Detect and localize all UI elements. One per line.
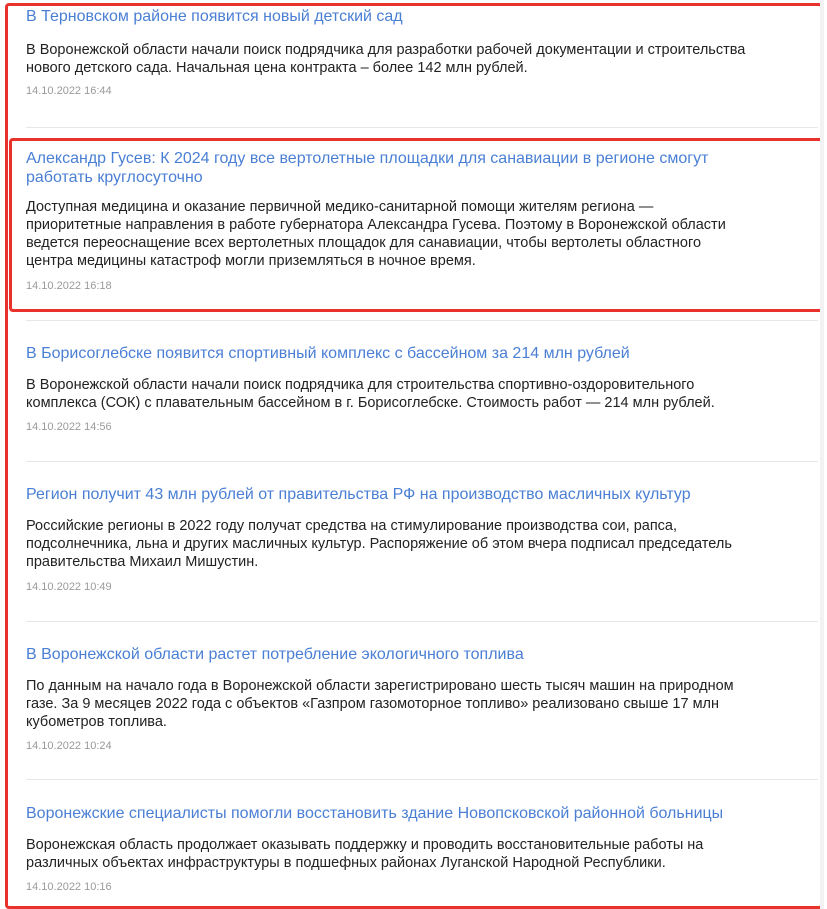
news-text-line: нового детского сада. Начальная цена контракта – более 142 млн рублей.: [26, 60, 528, 76]
news-text-line: По данным на начало года в Воронежской области зарегистрировано шесть тысяч машин на природном: [26, 678, 734, 694]
news-date: 14.10.2022 16:44: [26, 85, 112, 97]
news-title-link[interactable]: В Терновском районе появится новый детский сад: [26, 8, 403, 25]
news-text-line: В Воронежской области начали поиск подрядчика для разработки рабочей документации и строительства: [26, 42, 746, 58]
news-item: [26, 804, 821, 899]
news-title-link[interactable]: В Борисоглебске появится спортивный комплекс с бассейном за 214 млн рублей: [26, 345, 630, 362]
news-title-line[interactable]: Александр Гусев: К 2024 году все вертолетные площадки для санавиации в регионе смогут: [26, 150, 709, 167]
news-title-link[interactable]: [26, 149, 816, 187]
divider: [26, 127, 818, 128]
divider: [26, 320, 818, 321]
divider: [26, 621, 818, 622]
news-item: [26, 645, 821, 755]
news-item: [26, 344, 821, 439]
divider: [26, 461, 818, 462]
news-text-line: Российские регионы в 2022 году получат средства на стимулирование производства сои, рапса,: [26, 518, 678, 534]
news-text-line: правительства Михаил Мишустин.: [26, 554, 259, 570]
news-title-line[interactable]: работать круглосуточно: [26, 169, 203, 186]
news-date: 14.10.2022 10:16: [26, 881, 112, 893]
divider: [26, 779, 818, 780]
news-title-link[interactable]: Регион получит 43 млн рублей от правительства РФ на производство масличных культур: [26, 486, 691, 503]
news-text-line: Воронежская область продолжает оказывать поддержку и проводить восстановительные работы на: [26, 837, 704, 853]
news-text-line: комплекса (СОК) с плавательным бассейном в г. Борисоглебске. Стоимость работ — 214 млн рублей.: [26, 395, 715, 411]
news-date: 14.10.2022 16:18: [26, 280, 112, 292]
news-text-line: кубометров топлива.: [26, 714, 167, 730]
news-title-link[interactable]: В Воронежской области растет потребление экологичного топлива: [26, 646, 524, 663]
scrollbar-track[interactable]: [820, 0, 824, 909]
news-text-line: различных объектах инфраструктуры в подшефных районах Луганской Народной Республики.: [26, 855, 666, 871]
news-text-line: газе. За 9 месяцев 2022 года с объектов «Газпром газомоторное топливо» реализовано свыше 17 млн: [26, 696, 720, 712]
news-text-line: центра медицины катастроф могли приземляться в ночное время.: [26, 253, 476, 269]
highlight-box-outer: [5, 3, 823, 909]
news-text-line: приоритетные направления в работе губернатора Александра Гусева. Поэтому в Воронежской области: [26, 217, 726, 233]
news-text-line: Доступная медицина и оказание первичной медико-санитарной помощи жителям региона —: [26, 199, 654, 215]
news-item: [26, 149, 821, 295]
news-date: 14.10.2022 14:56: [26, 421, 112, 433]
news-date: 14.10.2022 10:49: [26, 581, 112, 593]
news-title-link[interactable]: Воронежские специалисты помогли восстановить здание Новопсковской районной больницы: [26, 805, 724, 822]
news-text-line: В Воронежской области начали поиск подрядчика для строительства спортивно-оздоровительного: [26, 377, 695, 393]
news-text-line: ведется переоснащение всех вертолетных площадок для санавиации, чтобы вертолеты областного: [26, 235, 702, 251]
news-text-line: подсолнечника, льна и других масличных культур. Распоряжение об этом вчера подписал председатель: [26, 536, 732, 552]
news-date: 14.10.2022 10:24: [26, 740, 112, 752]
news-item: [26, 485, 821, 595]
news-item: [26, 7, 821, 102]
